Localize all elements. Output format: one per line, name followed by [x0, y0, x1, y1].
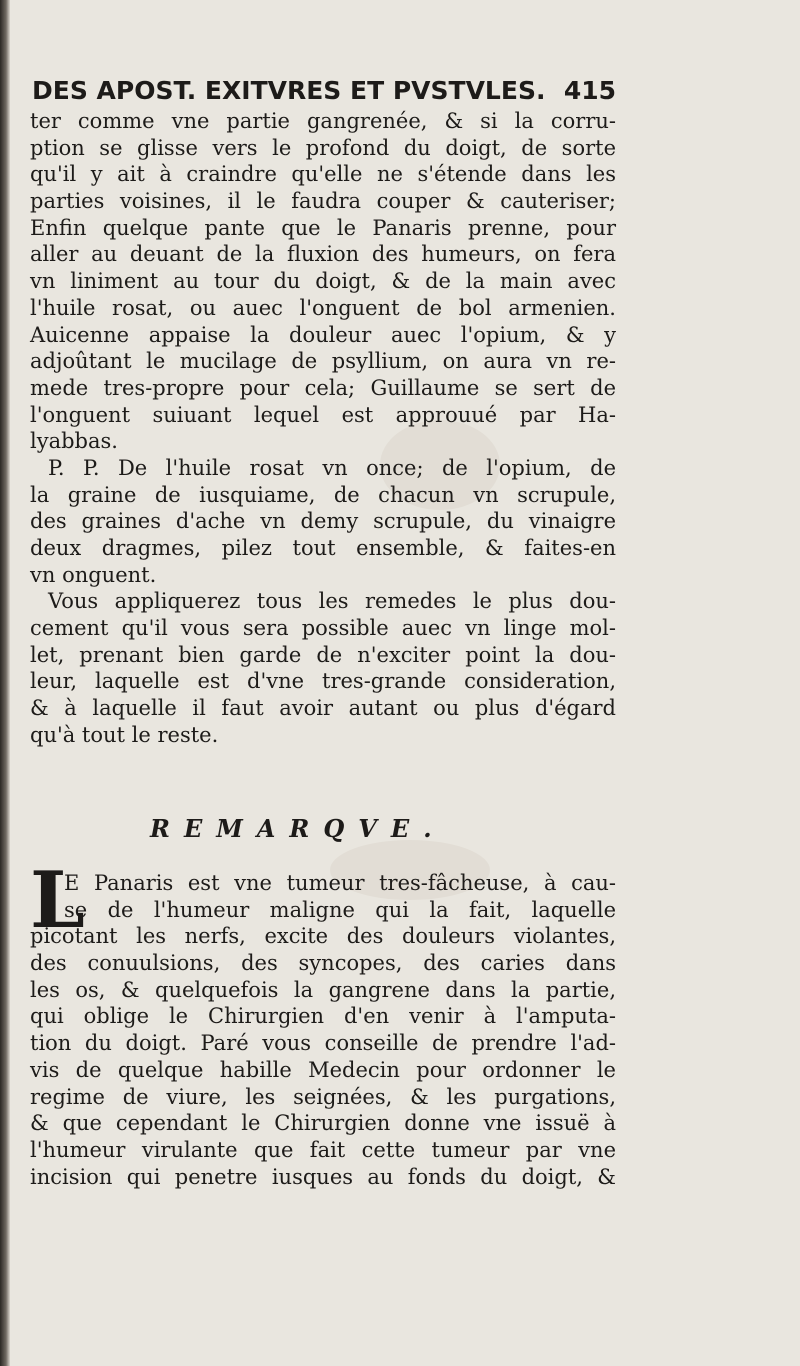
text-line: mede tres-propre pour cela; Guillaume se sert de: [30, 375, 616, 400]
text-line: incision qui penetre iusques au fonds du doigt, &: [30, 1164, 616, 1189]
text-line: E Panaris est vne tumeur tres-fâcheuse, à cau-: [64, 871, 616, 895]
text-line: des graines d'ache vn demy scrupule, du vinaigre: [30, 509, 616, 534]
text-line: parties voisines, il le faudra couper & cauteriser;: [30, 189, 616, 214]
text-line: l'huile rosat, ou auec l'onguent de bol armenien.: [30, 295, 616, 320]
running-header: [30, 74, 616, 108]
text-line: deux dragmes, pilez tout ensemble, & faites-en: [30, 536, 616, 560]
text-line: let, prenant bien garde de n'exciter point la dou-: [30, 642, 616, 667]
text-line: qu'il y ait à craindre qu'elle ne s'étende dans les: [30, 162, 616, 187]
text-line: vn onguent.: [30, 562, 157, 587]
running-title: DES APOST. EXITVRES ET PVSTVLES.: [32, 76, 546, 105]
text-line: ption se glisse vers le profond du doigt, de sorte: [30, 135, 616, 160]
text-line: les os, & quelquefois la gangrene dans la partie,: [30, 977, 616, 1002]
text-line: adjoûtant le mucilage de psyllium, on aura vn re-: [30, 349, 616, 374]
page-spine-shadow: [0, 0, 10, 1366]
drop-cap: L: [30, 855, 85, 946]
text-line: la graine de iusquiame, de chacun vn scrupule,: [30, 482, 616, 507]
text-line: ter comme vne partie gangrenée, & si la corru-: [30, 109, 616, 133]
text-line: P. P. De l'huile rosat vn once; de l'opium, de: [48, 455, 616, 480]
text-line: Auicenne appaise la douleur auec l'opium, & y: [30, 322, 616, 347]
text-line: regime de viure, les seignées, & les purgations,: [30, 1084, 616, 1109]
text-line: & à laquelle il faut avoir autant ou plus d'égard: [30, 696, 616, 721]
text-line: l'onguent suiuant lequel est approuué par Ha-: [30, 402, 616, 427]
text-line: picotant les nerfs, excite des douleurs violantes,: [30, 924, 616, 949]
page-number: 415: [563, 76, 616, 105]
text-line: lyabbas.: [30, 429, 118, 454]
text-line: vis de quelque habille Medecin pour ordonner le: [30, 1057, 616, 1082]
text-line: Enfin quelque pante que le Panaris prenne, pour: [30, 215, 616, 240]
text-line: & que cependant le Chirurgien donne vne issuë à: [30, 1111, 616, 1136]
text-line: cement qu'il vous sera possible auec vn linge mol-: [30, 616, 616, 641]
text-line: tion du doigt. Paré vous conseille de prendre l'ad-: [30, 1031, 616, 1056]
text-line: aller au deuant de la fluxion des humeurs, on fera: [30, 242, 616, 267]
text-line: leur, laquelle est d'vne tres-grande consideration,: [30, 669, 616, 694]
text-line: l'humeur virulante que fait cette tumeur par vne: [30, 1137, 616, 1162]
text-line: qu'à tout le reste.: [30, 722, 219, 747]
text-line: se de l'humeur maligne qui la fait, laquelle: [64, 897, 616, 922]
text-block-top: [30, 74, 616, 749]
paragraph-block-2: [30, 870, 616, 1190]
section-heading: REMARQVE.: [150, 814, 446, 843]
text-line: Vous appliquerez tous les remedes le plus dou-: [48, 589, 616, 614]
text-line: vn liniment au tour du doigt, & de la main avec: [30, 269, 616, 294]
text-line: des conuulsions, des syncopes, des caries dans: [30, 951, 616, 976]
paragraph-block-1: [30, 108, 616, 749]
text-line: qui oblige le Chirurgien d'en venir à l'amputa-: [30, 1004, 616, 1029]
